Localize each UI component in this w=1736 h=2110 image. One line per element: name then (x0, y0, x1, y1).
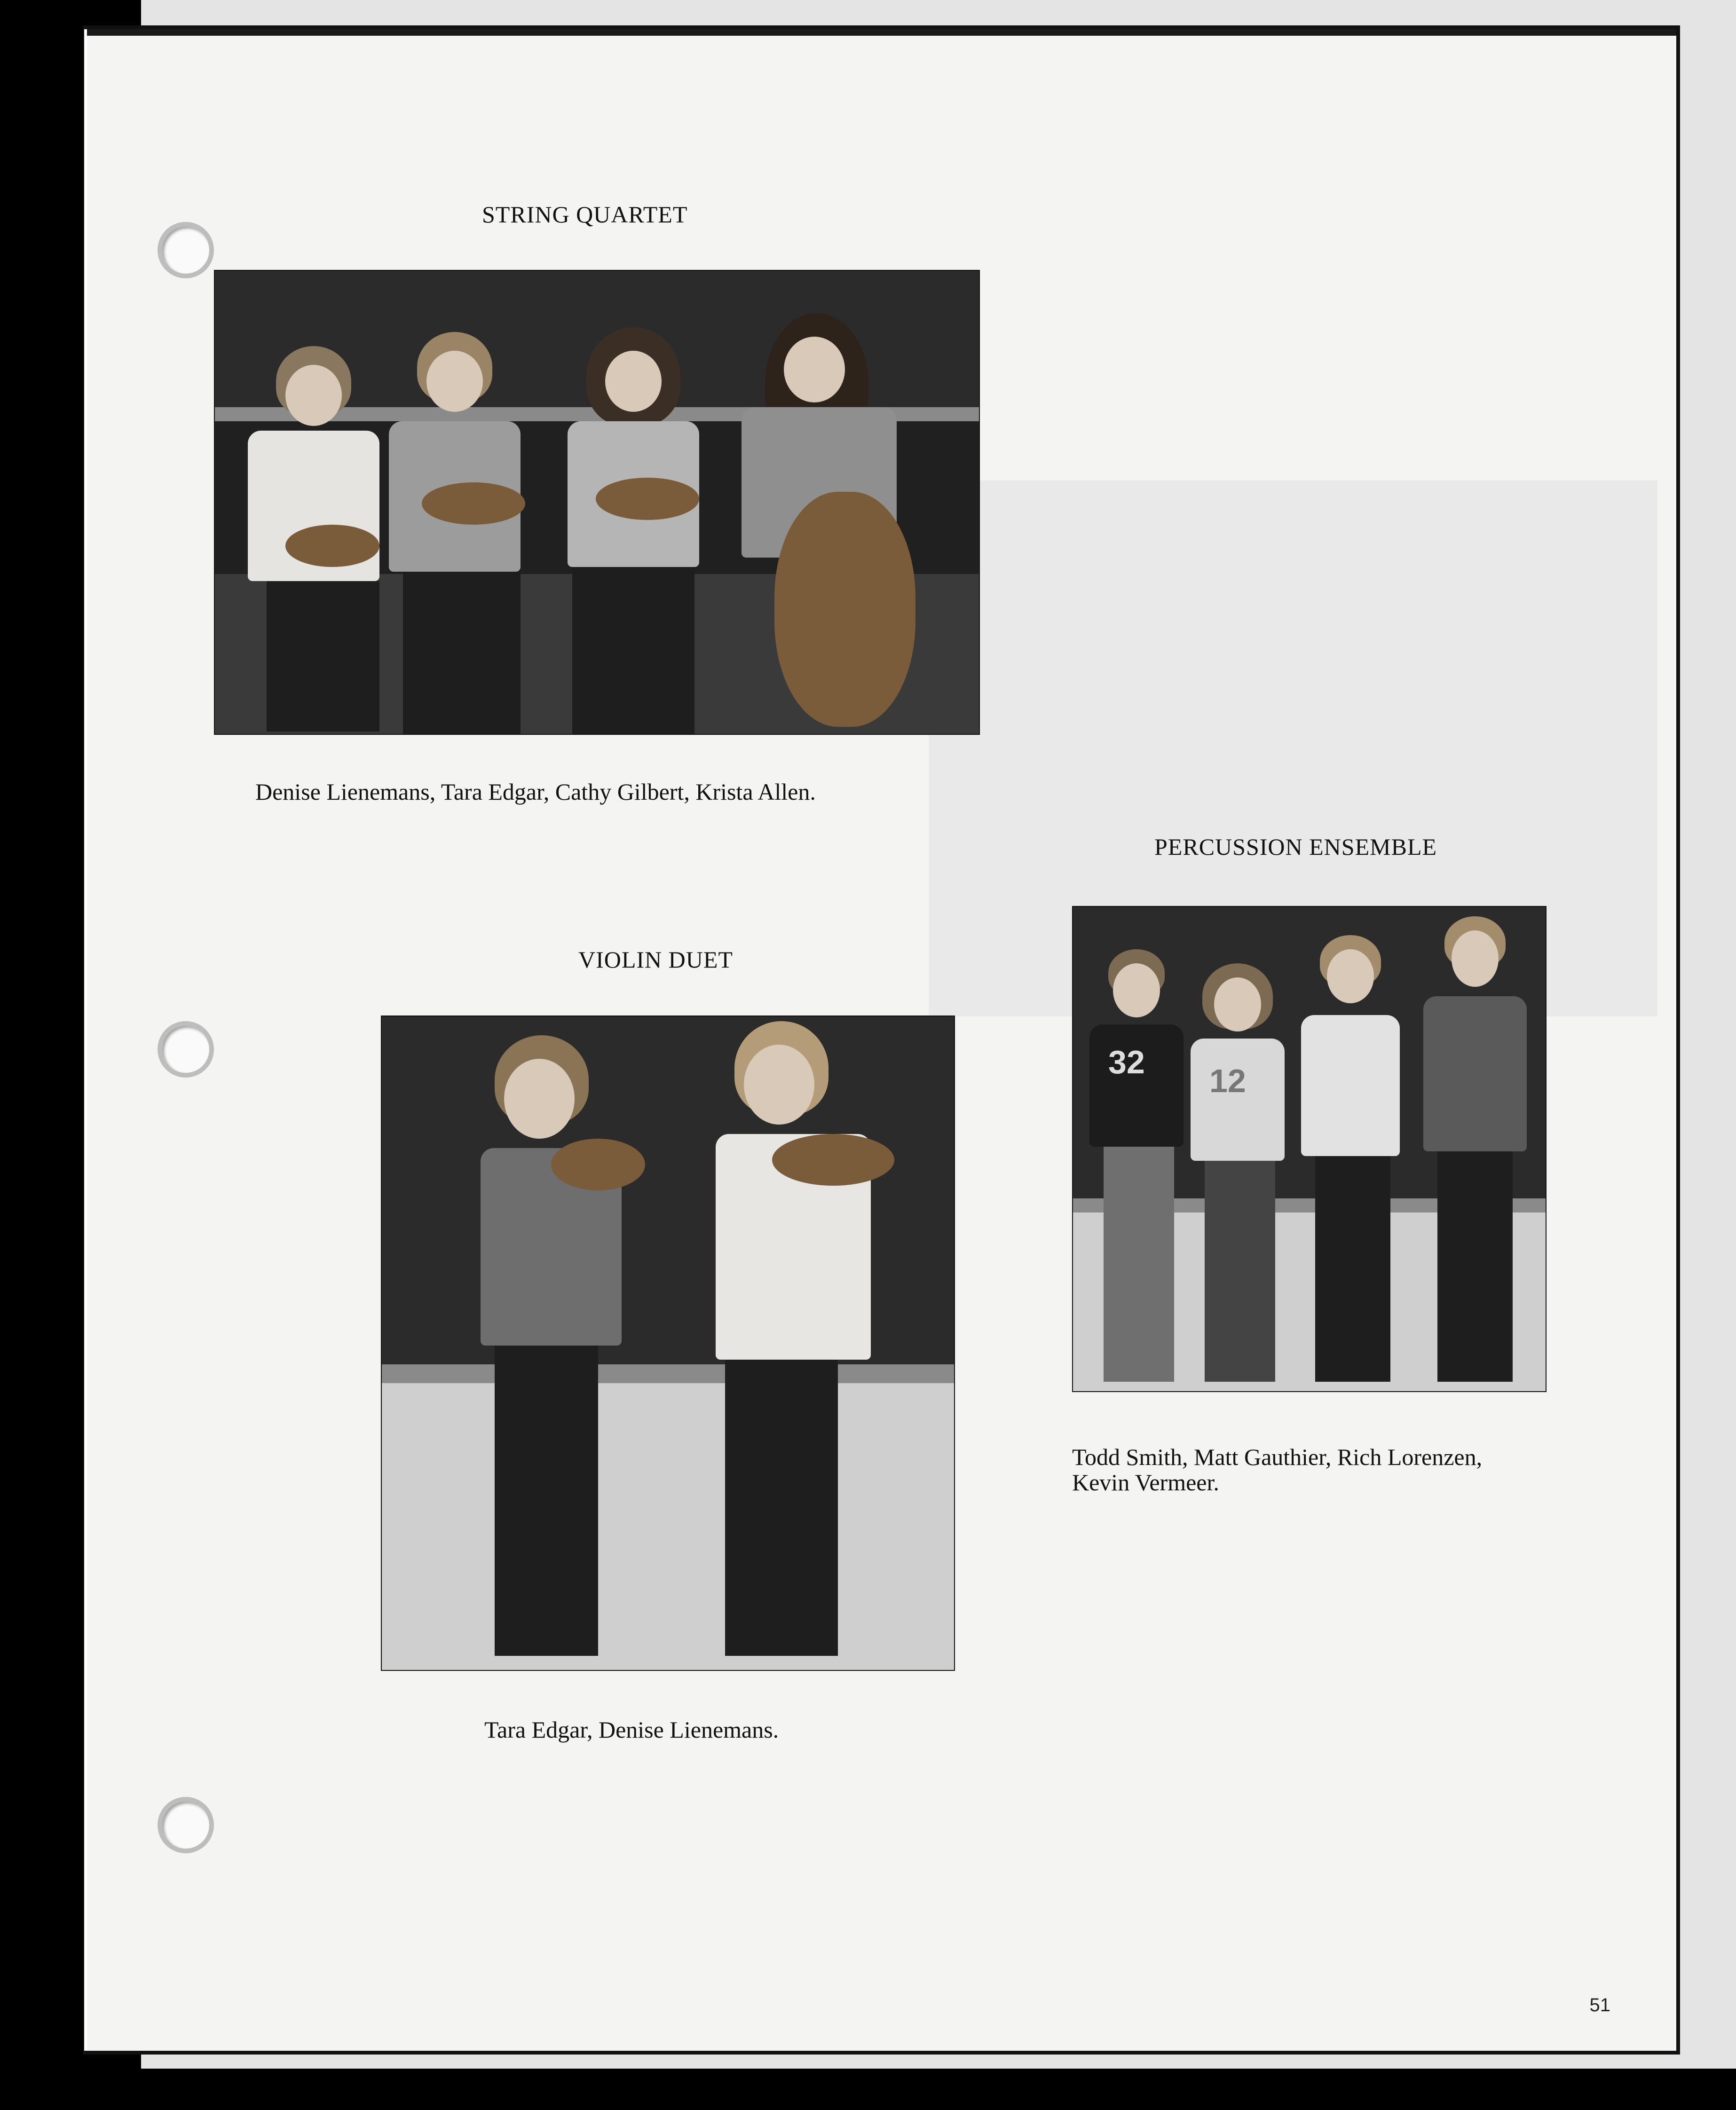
binder-hole-middle (158, 1021, 214, 1078)
yearbook-page (87, 29, 1676, 2051)
percussion-ensemble-photo (1072, 906, 1547, 1392)
violin-duet-caption: Tara Edgar, Denise Lienemans. (484, 1716, 779, 1743)
top-rule (87, 29, 1676, 36)
binder-hole-top (158, 222, 214, 278)
quartet-player-2 (375, 332, 530, 734)
violin-duet-photo (381, 1016, 955, 1671)
violin (772, 1134, 894, 1186)
viola (596, 478, 699, 520)
string-quartet-caption: Denise Lienemans, Tara Edgar, Cathy Gilbert, Krista Allen. (255, 779, 816, 805)
violin-duet-heading: VIOLIN DUET (578, 946, 733, 973)
violinist-1 (410, 1035, 636, 1661)
percussionist-3 (1294, 935, 1407, 1386)
string-quartet-heading: STRING QUARTET (482, 201, 688, 228)
violinist-2 (664, 1021, 927, 1661)
jersey-number-12: 12 (1209, 1063, 1246, 1099)
percussionist-2 (1184, 963, 1292, 1386)
string-quartet-photo (214, 270, 980, 735)
page-number: 51 (1589, 1995, 1610, 2016)
quartet-player-4 (732, 313, 930, 734)
binder-hole-bottom (158, 1797, 214, 1853)
percussion-ensemble-caption: Todd Smith, Matt Gauthier, Rich Lorenzen, Kevin Vermeer. (1072, 1444, 1483, 1496)
percussion-ensemble-heading: PERCUSSION ENSEMBLE (1154, 834, 1437, 860)
jersey-number-32: 32 (1108, 1044, 1145, 1080)
percussionist-1 (1082, 949, 1191, 1386)
quartet-player-1 (234, 346, 389, 734)
cello (774, 492, 915, 727)
percussionist-4 (1414, 916, 1536, 1386)
violin (551, 1139, 645, 1190)
violin (422, 482, 525, 525)
quartet-player-3 (553, 327, 709, 734)
violin (285, 525, 379, 567)
